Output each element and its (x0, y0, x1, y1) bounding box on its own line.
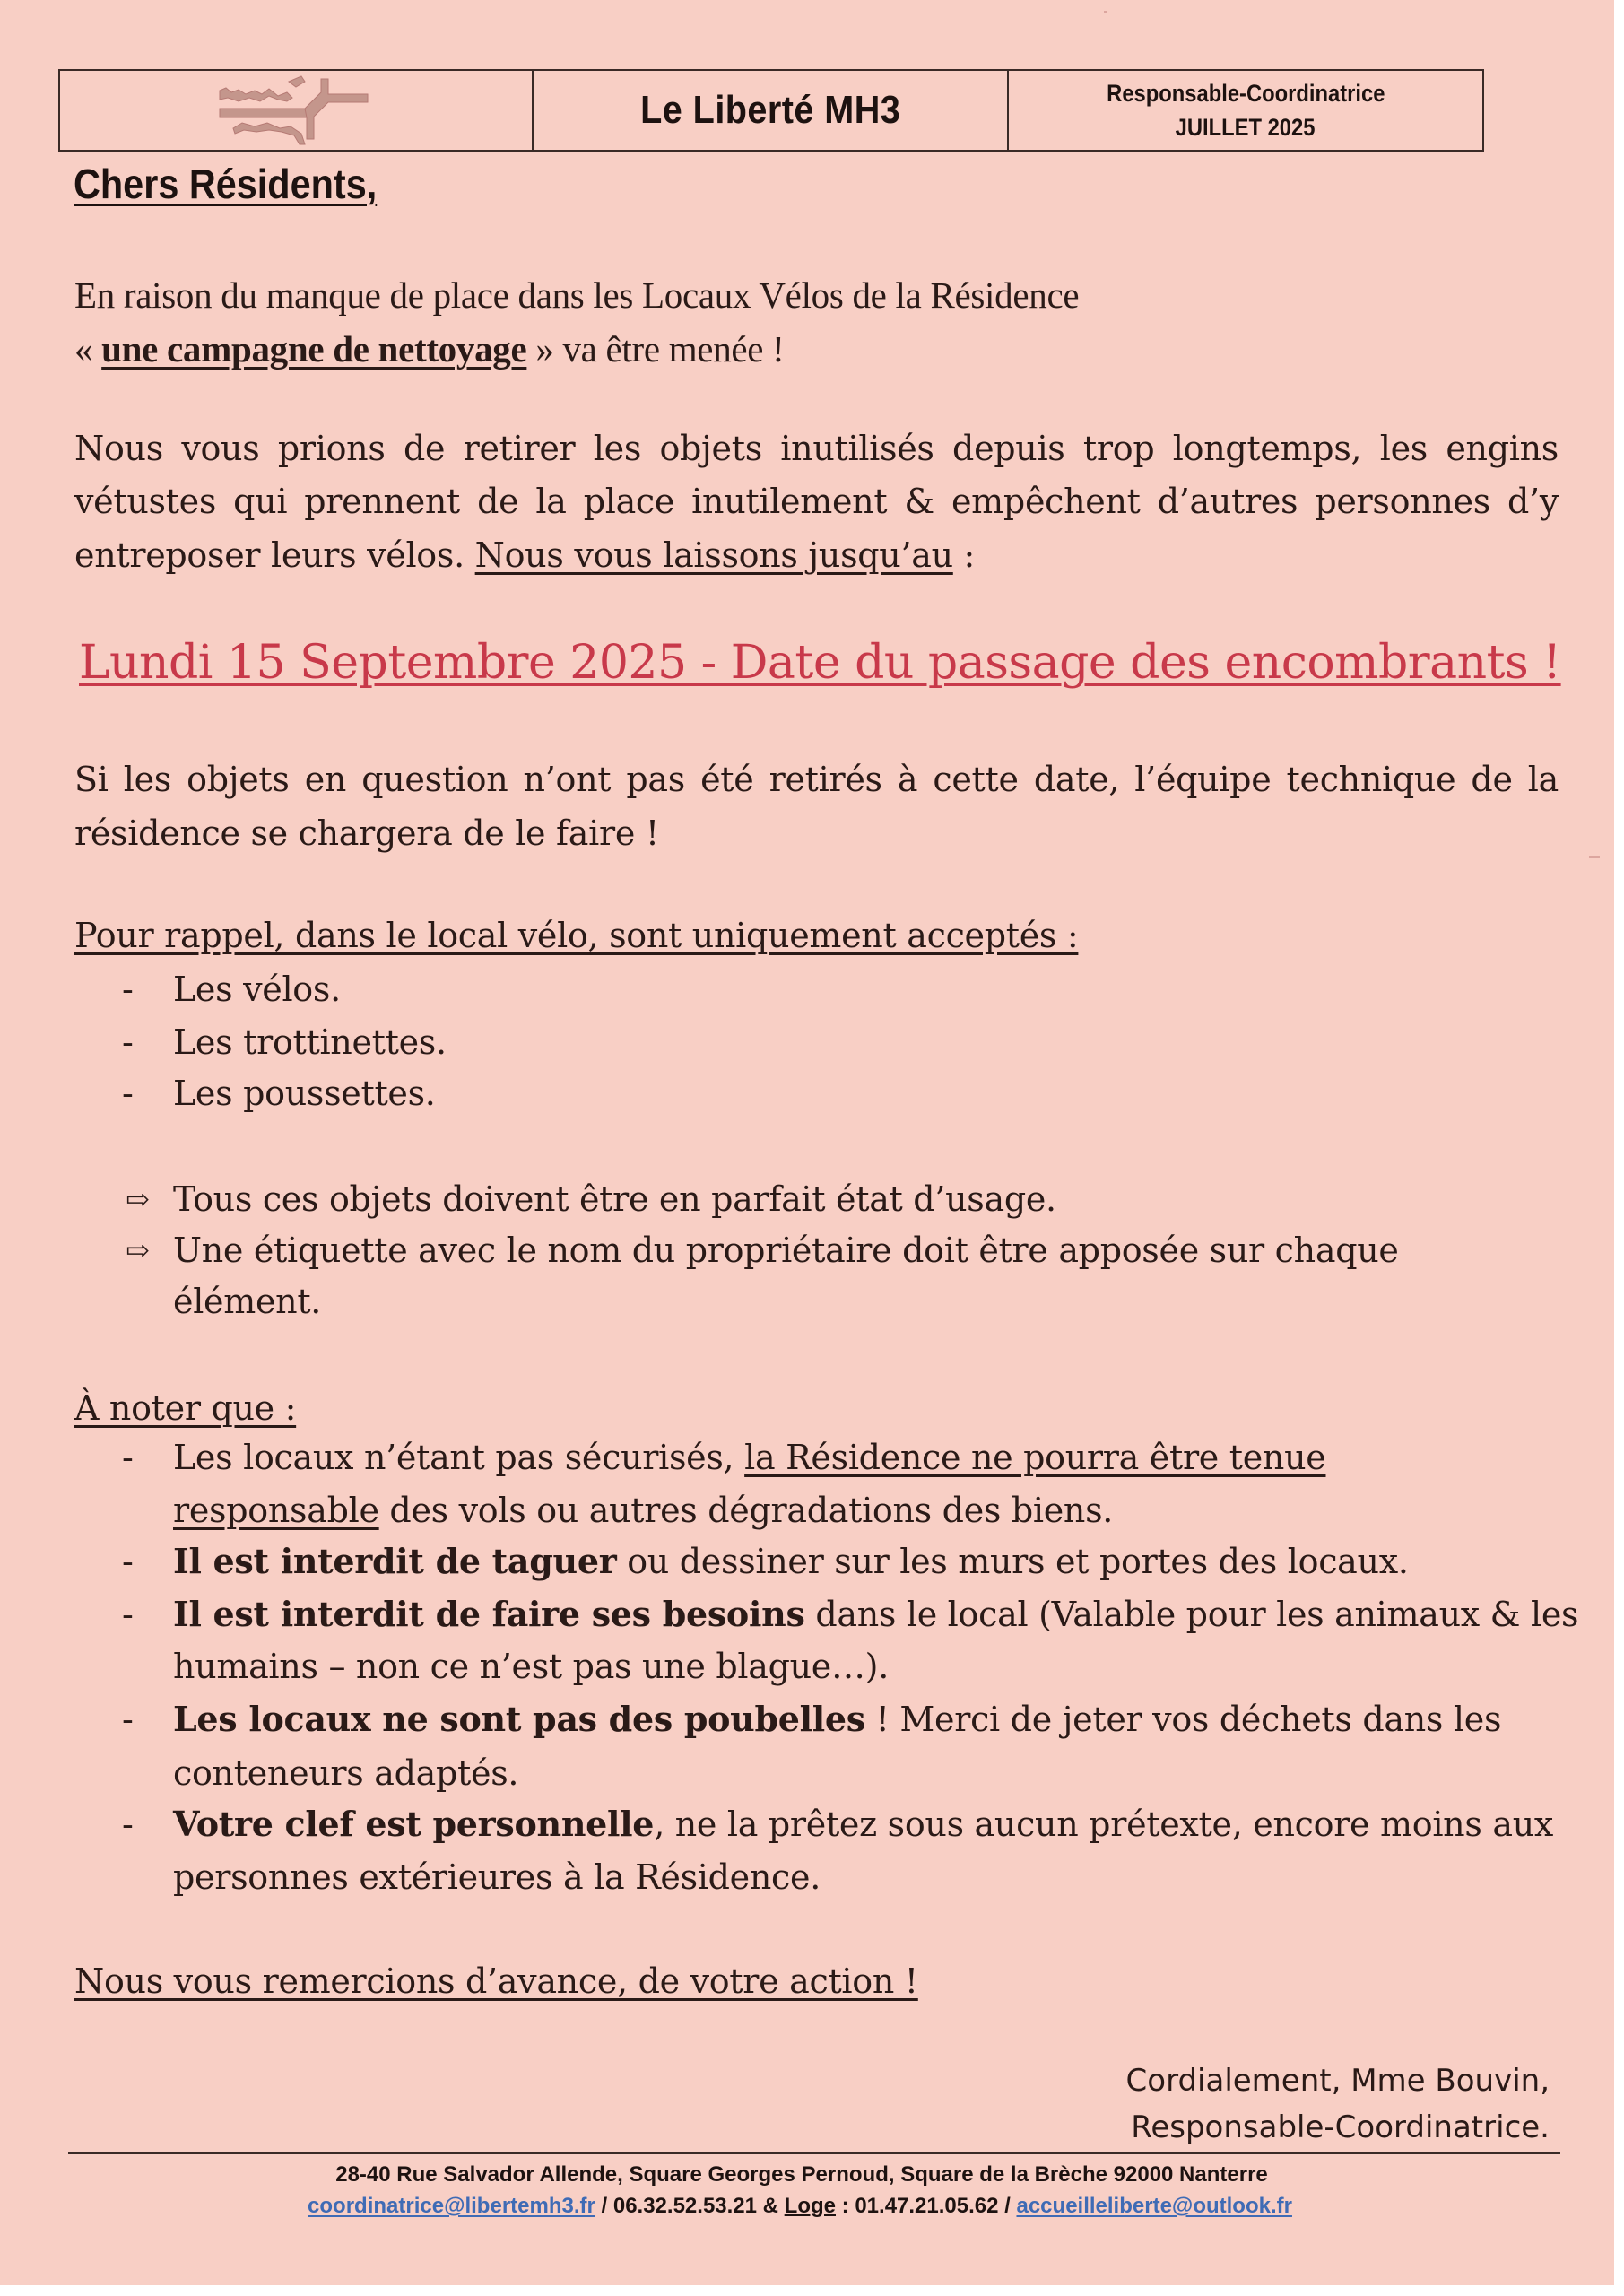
note-item-tag (173, 1539, 1409, 1584)
signature-line-2: Responsable-Coordinatrice. (1131, 2109, 1550, 2145)
residence-logo-icon (215, 74, 377, 146)
accepted-item: Les vélos. (173, 970, 341, 1009)
accepted-item: Les poussettes. (173, 1074, 436, 1113)
intro-line-1: En raison du manque de place dans les Locaux Vélos de la Résidence (74, 274, 1080, 316)
footer-contacts (0, 2194, 1607, 2219)
arrow-right-icon: ⇨ (126, 1182, 150, 1216)
note-item-needs (173, 1592, 1578, 1637)
footer-divider (68, 2152, 1560, 2154)
note-text: des vols ou autres dégradations des biens. (378, 1491, 1114, 1530)
note-text: , ne la prêtez sous aucun prétexte, encore moins aux (654, 1805, 1553, 1844)
request-line-3 (74, 533, 975, 578)
note-bold: Les locaux ne sont pas des poubelles (173, 1699, 865, 1739)
greeting: Chers Résidents, (74, 161, 378, 207)
bullet-dash: - (122, 1700, 134, 1739)
note-bold: Votre clef est personnelle (173, 1804, 655, 1844)
request-line-1: Nous vous prions de retirer les objets inutilisés depuis trop longtemps, les engins (74, 429, 1559, 468)
loge-label: Loge (784, 2194, 836, 2218)
note-item-trash-cont: conteneurs adaptés. (173, 1753, 519, 1793)
note-text: ! Merci de jeter vos déchets dans les (864, 1700, 1502, 1739)
header-role-cell (1009, 71, 1482, 150)
accepted-heading: Pour rappel, dans le local vélo, sont uniquement acceptés : (74, 916, 1079, 955)
note-item-trash (173, 1697, 1501, 1742)
header-date: JUILLET 2025 (1176, 114, 1316, 141)
header-logo-cell (60, 71, 534, 150)
signature-line-1: Cordialement, Mme Bouvin, (1125, 2063, 1550, 2099)
accepted-rule: Une étiquette avec le nom du propriétaire doit être apposée sur chaque (173, 1231, 1399, 1270)
note-item-key-cont: personnes extérieures à la Résidence. (173, 1857, 821, 1897)
bullet-dash: - (122, 1805, 134, 1844)
consequence-line-2: résidence se chargera de le faire ! (74, 813, 659, 853)
accepted-rule-continued: élément. (173, 1282, 322, 1321)
loge-phone: : 01.47.21.05.62 / (836, 2194, 1017, 2218)
deadline-text: Lundi 15 Septembre 2025 - Date du passage des encombrants ! (79, 636, 1561, 690)
header-box (58, 69, 1484, 152)
quote-close: » va être menée ! (526, 328, 785, 370)
note-text: ou dessiner sur les murs et portes des locaux. (616, 1542, 1409, 1581)
note-text: Les locaux n’étant pas sécurisés, (173, 1438, 745, 1477)
scan-speck (1589, 856, 1600, 858)
note-emphasis: la Résidence ne pourra être tenue (744, 1438, 1326, 1477)
accepted-rule: Tous ces objets doivent être en parfait état d’usage. (173, 1179, 1056, 1219)
quote-open: « (74, 328, 102, 370)
intro-line-2 (74, 326, 785, 371)
note-item-needs-cont: humains – non ce n’est pas une blague…). (173, 1647, 889, 1686)
thanks-line: Nous vous remercions d’avance, de votre action ! (74, 1961, 918, 2001)
accepted-item: Les trottinettes. (173, 1022, 447, 1062)
note-emphasis: responsable (173, 1491, 379, 1530)
reception-email-link[interactable]: accueilleliberte@outlook.fr (1016, 2194, 1292, 2218)
consequence-line-1: Si les objets en question n’ont pas été retirés à cette date, l’équipe technique de la (74, 760, 1559, 799)
note-item-key (173, 1802, 1553, 1847)
bullet-dash: - (122, 1595, 134, 1634)
campaign-emphasis: une campagne de nettoyage (101, 328, 527, 370)
deadline-headline (79, 636, 1561, 690)
bullet-dash: - (122, 1074, 134, 1113)
bullet-dash: - (122, 1022, 134, 1062)
note-item-security-cont (173, 1488, 1113, 1533)
request-colon: : (952, 535, 976, 575)
bullet-dash: - (122, 970, 134, 1009)
residence-title: Le Liberté MH3 (639, 88, 901, 132)
note-text: dans le local (Valable pour les animaux & les (804, 1595, 1579, 1634)
scan-speck (1104, 11, 1107, 13)
note-bold: Il est interdit de taguer (173, 1541, 617, 1581)
coordinator-email-link[interactable]: coordinatrice@libertemh3.fr (308, 2194, 595, 2218)
request-text: entreposer leurs vélos. (74, 535, 475, 575)
notes-heading: À noter que : (74, 1388, 297, 1428)
header-title-cell (534, 71, 1009, 150)
bullet-dash: - (122, 1542, 134, 1581)
arrow-right-icon: ⇨ (126, 1233, 150, 1267)
note-item-security (173, 1435, 1325, 1480)
deadline-lead: Nous vous laissons jusqu’au (474, 535, 953, 575)
coordinator-phone: / 06.32.52.53.21 & (595, 2194, 785, 2218)
header-role: Responsable-Coordinatrice (1106, 80, 1385, 107)
note-bold: Il est interdit de faire ses besoins (173, 1594, 805, 1634)
request-line-2: vétustes qui prennent de la place inutilement & empêchent d’autres personnes d’y (74, 482, 1559, 521)
bullet-dash: - (122, 1438, 134, 1477)
footer-address: 28-40 Rue Salvador Allende, Square Georges Pernoud, Square de la Brèche 92000 Nanterre (335, 2162, 1268, 2187)
